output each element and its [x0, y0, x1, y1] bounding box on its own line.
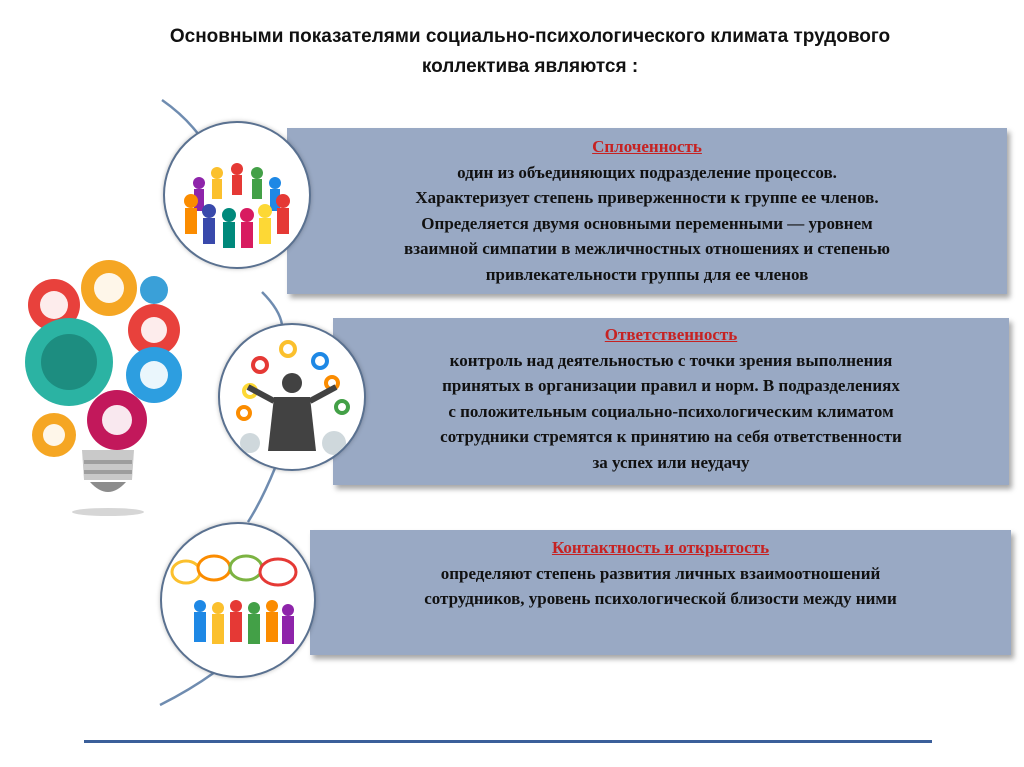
title-line-1: Основными показателями социально-психологического климата трудового [169, 26, 891, 47]
people-circle-icon [163, 121, 311, 269]
juggling-businessman-icon [218, 323, 366, 471]
openness-line-2: сотрудников, уровень психологической близости между ними [424, 589, 897, 608]
gears-lightbulb-icon [14, 250, 194, 520]
cohesion-line-4: взаимной симпатии в межличностных отношениях и степенью [404, 239, 890, 258]
cohesion-heading: Сплоченность [592, 137, 702, 156]
responsibility-line-4: сотрудники стремятся к принятию на себя ответственности [440, 427, 902, 446]
openness-panel [310, 530, 1011, 655]
openness-heading: Контактность и открытость [551, 538, 770, 557]
cohesion-line-3: Определяется двумя основными переменными — уровнем [421, 213, 873, 233]
cohesion-line-5: привлекательности группы для ее членов [485, 264, 809, 284]
responsibility-line-3: с положительным социально-психологическим климатом [448, 401, 894, 421]
cohesion-line-2: Характеризует степень приверженности к группе ее членов. [415, 188, 879, 207]
responsibility-line-1: контроль над деятельностью с точки зрения выполнения [449, 350, 893, 370]
bottom-divider [84, 740, 932, 743]
title-line-2: коллектива являются : [421, 56, 639, 77]
responsibility-heading: Ответственность [604, 325, 738, 344]
responsibility-line-5: за успех или неудачу [592, 452, 750, 472]
openness-line-1: определяют степень развития личных взаимоотношений [440, 563, 881, 583]
responsibility-line-2: принятых в организации правил и норм. В подразделениях [442, 376, 900, 395]
speech-bubbles-people-icon [160, 522, 316, 678]
cohesion-panel [287, 128, 1007, 294]
page-title [90, 22, 970, 82]
cohesion-line-1: один из объединяющих подразделение процессов. [457, 162, 837, 182]
responsibility-panel [333, 318, 1009, 485]
